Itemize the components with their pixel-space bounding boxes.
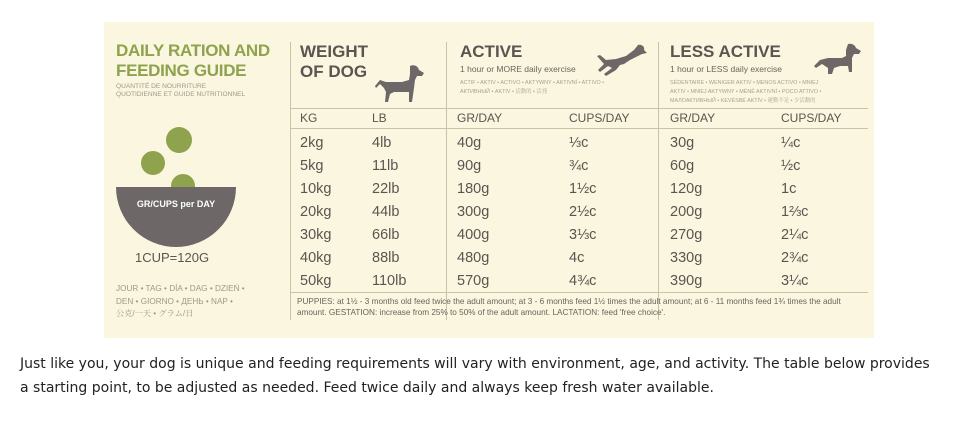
table-cell: 11lb: [372, 158, 399, 174]
table-cell: 180g: [457, 181, 490, 197]
less-active-header: LESS ACTIVE: [670, 42, 781, 61]
table-cell: 4¾c: [569, 273, 597, 289]
kibble-icon: [141, 151, 165, 175]
guide-left-column: [104, 22, 290, 338]
table-cell: 2¾c: [781, 250, 809, 266]
table-cell: 390g: [670, 273, 703, 289]
bowl-icon: [116, 187, 236, 247]
table-cell: ⅓c: [569, 135, 589, 151]
table-cell: 330g: [670, 250, 703, 266]
guide-subtitle: QUANTITÉ DE NOURRITURE QUOTIDIENNE ET GUIDE NUTRITIONNEL: [116, 83, 246, 98]
table-cell: 66lb: [372, 227, 400, 243]
table-cell: 50kg: [300, 273, 332, 289]
cup-equivalence: 1CUP=120G: [135, 250, 210, 265]
active-header: ACTIVE: [460, 42, 523, 61]
kibble-icon: [166, 127, 192, 153]
table-cell: 110lb: [372, 273, 407, 289]
table-cell: 200g: [670, 204, 703, 220]
divider: [290, 292, 868, 293]
table-cell: ¾c: [569, 158, 589, 174]
column-header: CUPS/DAY: [781, 111, 842, 125]
divider: [290, 108, 868, 109]
column-header: KG: [300, 111, 318, 125]
table-cell: ¼c: [781, 135, 801, 151]
standing-dog-icon: [372, 62, 426, 106]
table-cell: 1c: [781, 181, 797, 197]
divider: [446, 42, 447, 320]
less-active-translations: SÉDENTAIRE • WENIGER AKTIV • MENOS ACTIVO • MNIEJ AKTIV • MNIEJ AKTYWNY • MÉNĚ AKTIVNÍ • POCO ATTIVO • МАЛОАКТИВНЫЙ • KEVÉSBÉ AKTÍV • 運動不足 • 少活動的: [670, 80, 822, 104]
column-header: GR/DAY: [670, 111, 716, 125]
table-cell: 3¼c: [781, 273, 809, 289]
table-cell: 60g: [670, 158, 695, 174]
column-header: CUPS/DAY: [569, 111, 630, 125]
active-subheader: 1 hour or MORE daily exercise: [460, 64, 576, 74]
table-cell: 4lb: [372, 135, 392, 151]
less-active-subheader: 1 hour or LESS daily exercise: [670, 64, 782, 74]
running-dog-icon: [594, 42, 648, 82]
table-cell: 570g: [457, 273, 490, 289]
table-cell: 40kg: [300, 250, 332, 266]
table-cell: 30kg: [300, 227, 332, 243]
table-cell: 90g: [457, 158, 482, 174]
table-cell: 300g: [457, 204, 490, 220]
table-cell: 120g: [670, 181, 703, 197]
table-cell: 480g: [457, 250, 490, 266]
active-translations: ACTIF • AKTIV • ACTIVO • AKTYWNY • AKTIVNÍ • ATTIVO • АКТИВНЫЙ • AKTIV • 活動的 • 活発: [460, 80, 605, 95]
divider: [290, 128, 868, 129]
guide-title: DAILY RATION AND FEEDING GUIDE: [116, 41, 270, 80]
table-cell: 1½c: [569, 181, 597, 197]
day-translations: JOUR • TAG • DÍA • DAG • DZIEŃ • DEN • GIORNO • ДЕНЬ • NAP • 公克/一天 • グラム/日: [116, 284, 245, 318]
column-header: GR/DAY: [457, 111, 503, 125]
table-cell: 270g: [670, 227, 703, 243]
caption-text: Just like you, your dog is unique and feeding requirements will vary with environment, age, and activity. The table below provides a starting point, to be adjusted as needed. Feed twice daily and always keep fresh water available.: [20, 356, 930, 396]
table-cell: 2kg: [300, 135, 324, 151]
column-header: LB: [372, 111, 387, 125]
sitting-dog-icon: [812, 42, 862, 78]
table-cell: 20kg: [300, 204, 332, 220]
table-cell: 3⅓c: [569, 227, 597, 243]
table-cell: 1⅔c: [781, 204, 809, 220]
weight-header: WEIGHT OF DOG: [300, 42, 368, 81]
feeding-note: PUPPIES: at 1½ - 3 months old feed twice the adult amount; at 3 - 6 months feed 1½ times the adult amount; at 6 - 11 months feed 1¾ times the adult amount. GESTATION: increase from 25% to 50% of the adult amount. LACTATION: feed 'free choice'.: [297, 297, 841, 317]
table-cell: 30g: [670, 135, 695, 151]
bowl-label: GR/CUPS per DAY: [136, 199, 216, 209]
table-cell: 5kg: [300, 158, 324, 174]
table-cell: 2¼c: [781, 227, 809, 243]
table-cell: 4c: [569, 250, 585, 266]
table-cell: ½c: [781, 158, 801, 174]
table-cell: 2½c: [569, 204, 597, 220]
feeding-guide-panel: [104, 22, 874, 338]
table-cell: 88lb: [372, 250, 400, 266]
table-cell: 44lb: [372, 204, 400, 220]
divider: [290, 42, 291, 320]
table-cell: 22lb: [372, 181, 400, 197]
table-cell: 40g: [457, 135, 482, 151]
table-cell: 400g: [457, 227, 490, 243]
divider: [658, 42, 659, 320]
table-cell: 10kg: [300, 181, 332, 197]
